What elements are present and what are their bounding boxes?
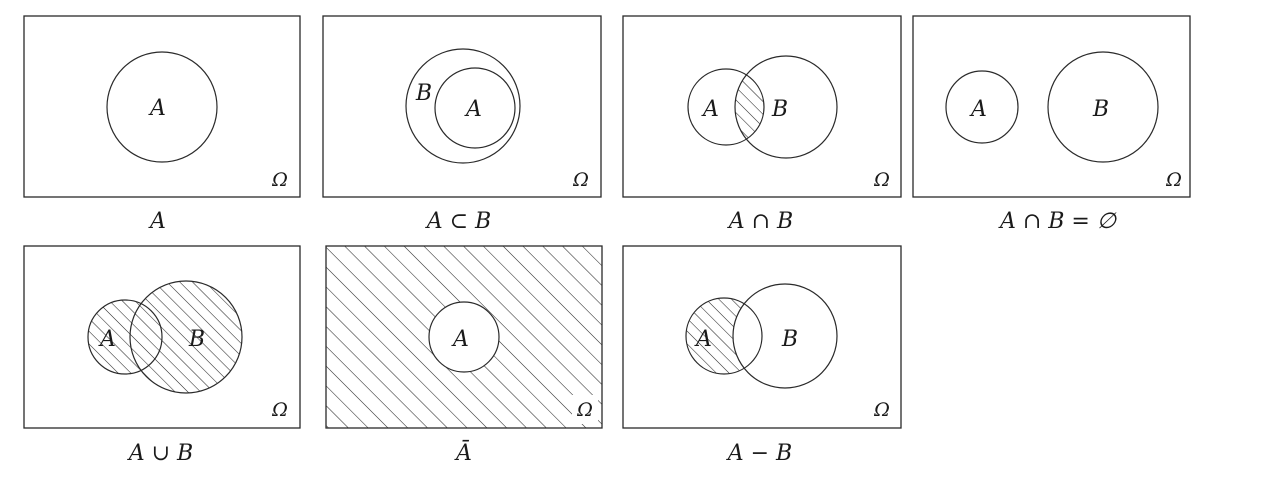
set-a-label: A: [100, 327, 116, 352]
omega-label: Ω: [272, 399, 288, 421]
caption-a-subset-b: A ⊂ B: [426, 209, 492, 234]
omega-label: Ω: [1166, 169, 1182, 191]
panel-a-minus-b: [623, 246, 901, 466]
set-a-label: A: [971, 97, 987, 122]
union-hatched-region: [60, 270, 260, 410]
caption-a: A: [150, 209, 166, 234]
universe-frame: [323, 16, 601, 197]
caption-a-intersect-b: A ∩ B: [728, 209, 794, 234]
omega-label: Ω: [874, 169, 890, 191]
omega-label: Ω: [577, 399, 593, 421]
panel-a: [24, 16, 300, 234]
omega-label: Ω: [272, 169, 288, 191]
caption-complement-a: Ā: [456, 441, 472, 466]
set-b-label: B: [188, 327, 206, 352]
set-a-label: A: [453, 327, 469, 352]
set-a-label: A: [696, 327, 712, 352]
set-a-label: A: [150, 96, 166, 121]
set-b-label: B: [781, 327, 799, 352]
panel-a-intersect-b: [623, 16, 901, 234]
set-b-label: B: [1092, 97, 1110, 122]
omega-label: Ω: [874, 399, 890, 421]
set-b-label: B: [415, 81, 433, 106]
caption-a-union-b: A ∪ B: [128, 441, 194, 466]
set-a-label: A: [703, 97, 719, 122]
omega-label: Ω: [573, 169, 589, 191]
caption-a-minus-b: A − B: [727, 441, 793, 466]
panel-a-subset-b: [323, 16, 601, 234]
panel-complement-a: [326, 246, 602, 466]
set-a-label: A: [466, 97, 482, 122]
panel-disjoint: [913, 16, 1190, 234]
panel-a-union-b: [24, 246, 300, 466]
caption-disjoint: A ∩ B = ∅: [999, 209, 1117, 234]
universe-frame: [913, 16, 1190, 197]
set-b-label: B: [771, 97, 789, 122]
